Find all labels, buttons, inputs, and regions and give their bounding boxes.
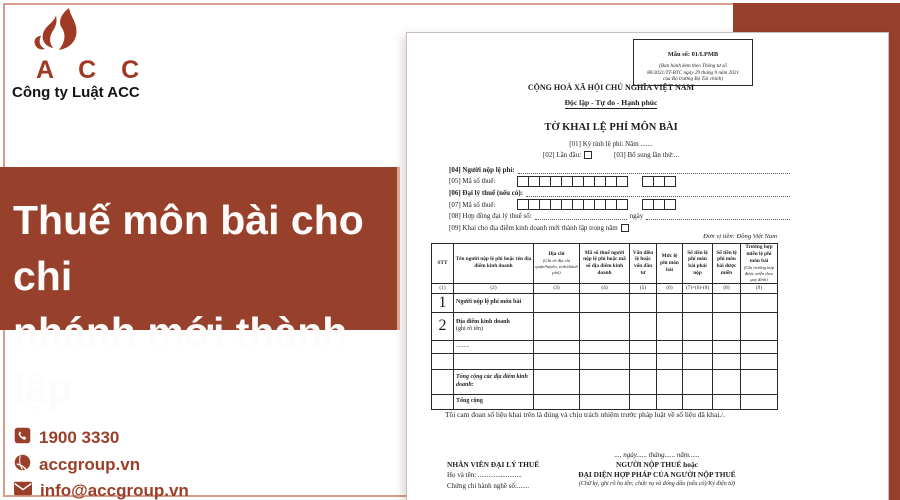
- field-04-row: [449, 164, 793, 176]
- num-3: (3): [534, 283, 580, 293]
- table-header-row: [432, 244, 778, 284]
- col-address: Địa chỉ (Ghi rõ địa chỉ quận/huyện, tỉnh/thành phố): [534, 244, 580, 284]
- field-08-dotted-number: [535, 212, 627, 220]
- field-08-label: [08] Hợp đồng đại lý thuế số:: [449, 212, 532, 221]
- row1-label: Người nộp lệ phí môn bài: [454, 293, 534, 312]
- contact-website-text: accgroup.vn: [39, 455, 141, 474]
- row2-sublabel: (ghi rõ tên): [456, 326, 483, 333]
- num-9: (9): [741, 283, 778, 293]
- field-06-dotted-line: [526, 189, 790, 197]
- taxpayer-title1: NGƯỜI NỘP THUẾ hoặc: [616, 460, 698, 470]
- field-08-dotted-date: [646, 212, 790, 220]
- new-location-checkbox: [621, 224, 629, 232]
- contact-email-text: info@accgroup.vn: [40, 481, 189, 500]
- contact-block: [14, 427, 189, 500]
- col-capital: Vốn điều lệ hoặc vốn đầu tư: [630, 244, 657, 284]
- banner-title-line1: Thuế môn bài cho chi: [13, 197, 364, 299]
- row2-stt: 2: [432, 312, 454, 340]
- country-title: CỘNG HOÀ XÃ HỘI CHỦ NGHĨA VIỆT NAM: [527, 83, 695, 92]
- field-05-row: [449, 176, 793, 188]
- field-05-label: [05] Mã số thuế:: [449, 177, 496, 186]
- title-banner: [0, 167, 400, 411]
- form-number: Mẫu số: 01/LPMB: [667, 51, 719, 58]
- table-row: [432, 353, 778, 369]
- col-exempt-case: Trường hợp miễn lệ phí môn bài (Ghi trường hợp được miễn theo quy định): [741, 244, 778, 284]
- col-fee-exempt: Số tiền lệ phí môn bài được miễn: [713, 244, 741, 284]
- contact-phone-text: 1900 3330: [39, 428, 120, 447]
- agent-title: NHÂN VIÊN ĐẠI LÝ THUẾ: [447, 460, 540, 469]
- contact-phone[interactable]: [14, 427, 189, 449]
- national-motto: Độc lập - Tự do - Hạnh phúc: [564, 98, 658, 107]
- signature-date-line: ..., ngày...... tháng...... năm......: [614, 451, 700, 459]
- first-time-checkbox: [584, 151, 592, 159]
- signature-taxpayer-block: [541, 451, 773, 489]
- contact-email[interactable]: [14, 481, 189, 500]
- num-1: (1): [432, 283, 454, 293]
- agent-certificate-line: Chứng chỉ hành nghề số:.......: [447, 482, 530, 491]
- agent-name-line: Họ và tên: .........................: [447, 471, 522, 480]
- table-numbering-row: [432, 283, 778, 293]
- num-4: (4): [580, 283, 630, 293]
- row2-label: Địa điểm kinh doanh: [456, 318, 510, 325]
- field-04-label: [04] Người nộp lệ phí:: [449, 165, 515, 174]
- field-02-label: [02] Lần đầu:: [542, 151, 582, 159]
- globe-icon: [14, 454, 31, 476]
- table-row: [432, 340, 778, 353]
- agent-tax-code-boxes-main: [517, 199, 628, 210]
- envelope-icon: [14, 481, 32, 500]
- form-title: TỜ KHAI LỆ PHÍ MÔN BÀI: [544, 122, 678, 133]
- field-07-label: [07] Mã số thuế:: [449, 200, 496, 209]
- declaration-statement: Tôi cam đoan số liệu khai trên là đúng và chịu trách nhiệm trước pháp luật về số liệu đã khai./.: [445, 410, 726, 419]
- tax-code-boxes-main: [517, 176, 628, 187]
- signature-agent-block: [447, 459, 539, 492]
- row5-total-locations: Tổng cộng các địa điểm kinh doanh:: [454, 369, 534, 394]
- num-5: (5): [630, 283, 657, 293]
- num-8: (8): [713, 283, 741, 293]
- row6-grand-total: Tổng cộng: [454, 394, 534, 409]
- form-fields: [449, 164, 793, 234]
- table-row: [432, 369, 778, 394]
- contact-website[interactable]: [14, 454, 189, 476]
- tax-code-boxes-suffix: [642, 176, 676, 187]
- field-09-row: [449, 222, 793, 234]
- field-03-supplement: [03] Bổ sung lần thứ:...: [614, 151, 680, 160]
- row3-dots: .........: [454, 340, 534, 353]
- row1-stt: 1: [432, 293, 454, 312]
- national-header: [415, 83, 807, 159]
- acc-logo-text: A C C: [36, 56, 149, 84]
- col-fee-payable: Số tiền lệ phí môn bài phải nộp: [683, 244, 713, 284]
- currency-unit-note: Đơn vị tiền: Đồng Việt Nam: [703, 233, 777, 240]
- table-row: [432, 312, 778, 340]
- col-tax-code: Mã số thuế người nộp lệ phí hoặc mã số địa điểm kinh doanh: [580, 244, 630, 284]
- company-name: Công ty Luật ACC: [12, 84, 140, 101]
- field-09-label: [09] Khai cho địa điểm kinh doanh mới thành lập trong năm: [449, 223, 618, 232]
- field-04-dotted-line: [518, 166, 790, 174]
- phone-icon: [14, 427, 31, 449]
- field-06-row: [449, 187, 793, 199]
- stamp-note-line2: 80/2021/TT-BTC ngày 29 tháng 9 năm 2021: [647, 69, 739, 76]
- table-row: [432, 394, 778, 409]
- banner-title-line2: nhánh mới thành lập: [13, 309, 348, 411]
- tax-form-paper: [406, 32, 889, 500]
- field-01-period: [01] Kỳ tính lệ phí: Năm .......: [569, 140, 653, 148]
- num-6: (6): [657, 283, 683, 293]
- taxpayer-title2: ĐẠI DIỆN HỢP PHÁP CỦA NGƯỜI NỘP THUẾ: [578, 470, 736, 480]
- num-7: (7)=(6)-(8): [683, 283, 713, 293]
- field-06-label: [06] Đại lý thuế (nếu có):: [449, 188, 524, 197]
- form-number-stamp-box: [633, 39, 753, 86]
- fee-declaration-table: [431, 243, 778, 410]
- agent-tax-code-boxes-suffix: [642, 199, 676, 210]
- col-fee-level: Mức lệ phí môn bài: [657, 244, 683, 284]
- field-07-row: [449, 199, 793, 211]
- signature-instruction-note: (Chữ ký, ghi rõ họ tên; chức vụ và đóng dấu (nếu có)/Ký điện tử): [578, 481, 736, 488]
- field-08-row: [449, 210, 793, 222]
- stamp-note-line3: của Bộ trưởng Bộ Tài chính): [663, 76, 723, 83]
- col-stt: STT: [432, 244, 454, 284]
- field-08-day-label: ngày: [629, 212, 644, 221]
- field-02-first-time: [543, 151, 592, 159]
- stamp-note-line1: (Ban hành kèm theo Thông tư số: [659, 62, 727, 69]
- num-2: (2): [454, 283, 534, 293]
- table-row: [432, 293, 778, 312]
- col-payer-name: Tên người nộp lệ phí hoặc tên địa điểm kinh doanh: [454, 244, 534, 284]
